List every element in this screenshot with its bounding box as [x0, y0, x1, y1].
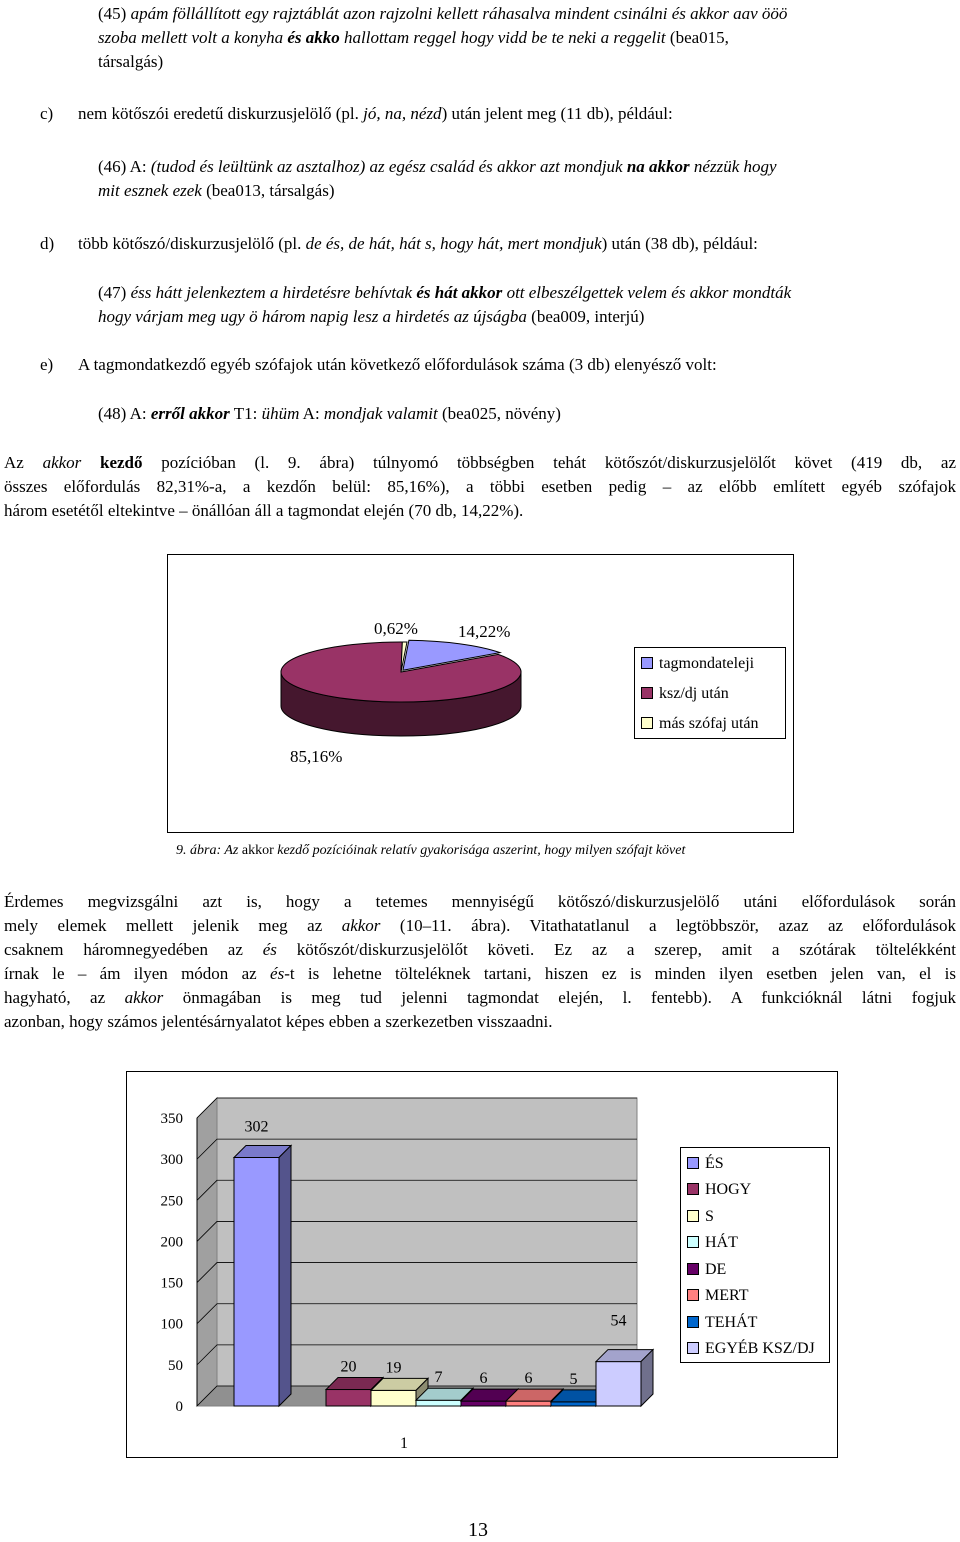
bar-data-label: 19 — [385, 1359, 402, 1377]
bar-data-label: 20 — [340, 1358, 357, 1376]
bar-data-label: 5 — [569, 1370, 578, 1388]
pie-data-label: 85,16% — [290, 747, 343, 766]
pie-legend-swatch — [641, 657, 653, 669]
item-c-label: c) — [40, 104, 54, 123]
bar-legend-item: EGYÉB KSZ/DJ — [687, 1339, 815, 1359]
bar — [506, 1401, 551, 1406]
bar-x-tick-label: 1 — [400, 1435, 408, 1452]
bar — [234, 1157, 279, 1406]
para2-line4: írnak le – ám ilyen módon az és-t is lehetne tölteléknek tartani, hiszen ez is minden ilyen esetben jelen van, el is — [4, 964, 957, 983]
bar-legend-swatch — [687, 1210, 699, 1222]
bar-y-tick-label: 50 — [168, 1357, 183, 1374]
para2-line5: hagyható, az akkor önmagában is meg tud jelenni tagmondat elején, l. fentebb). A funkcióknál látni fogjuk — [4, 988, 956, 1007]
bar-legend-swatch — [687, 1157, 699, 1169]
bar-data-label: 7 — [434, 1369, 443, 1387]
bar-y-tick-label: 250 — [160, 1193, 183, 1210]
bar-y-tick-label: 300 — [160, 1152, 183, 1169]
bar-legend-swatch — [687, 1263, 699, 1275]
pie-caption: 9. ábra: Az akkor kezdő pozícióinak relatív gyakorisága aszerint, hogy milyen szófajt követ — [176, 843, 686, 858]
ex47-line2: hogy várjam meg ugy ö három napig lesz a hirdetés az újságba (bea009, interjú) — [98, 307, 645, 326]
bar-data-label: 6 — [479, 1370, 488, 1388]
bar — [416, 1400, 461, 1406]
bar-legend-swatch — [687, 1183, 699, 1195]
pie-data-label: 0,62% — [374, 619, 418, 638]
bar-legend-swatch — [687, 1342, 699, 1354]
pie-chart-frame — [167, 554, 794, 833]
bar — [551, 1402, 596, 1406]
pie-legend-swatch — [641, 717, 653, 729]
ex48-line: (48) A: erről akkor T1: ühüm A: mondjak valamit (bea025, növény) — [98, 404, 561, 423]
para2-line2: mely elemek mellett jelenik meg az akkor (10–11. ábra). Vitathatatlanul a legtöbbször, azaz az előfordulások — [4, 916, 956, 935]
ex45-line3: társalgás) — [98, 52, 164, 71]
bar-y-tick-label: 0 — [175, 1399, 183, 1415]
bar-data-label: 302 — [244, 1118, 269, 1136]
bar-data-label: 54 — [610, 1312, 627, 1330]
bar-y-tick-label: 150 — [160, 1275, 183, 1292]
bar-data-label: 6 — [524, 1370, 533, 1388]
bar-legend-swatch — [687, 1316, 699, 1328]
bar-legend — [680, 1147, 830, 1363]
bar-y-tick-label: 350 — [160, 1111, 183, 1127]
bar-side-wall — [197, 1098, 217, 1406]
bar-legend-item: MERT — [687, 1286, 748, 1306]
item-e-label: e) — [40, 355, 54, 374]
para2-line1: Érdemes megvizsgálni azt is, hogy a tetemes mennyiségű kötőszó/diskurzusjelölő utáni előfordulások során — [4, 892, 956, 911]
para1-line3: három esetétől eltekintve – önállóan áll a tagmondat elején (70 db, 14,22%). — [4, 501, 524, 520]
item-c-text: nem kötőszói eredetű diskurzusjelölő (pl. jó, na, nézd) után jelent meg (11 db), például: — [78, 104, 673, 123]
pie-legend — [634, 647, 786, 739]
pie-legend-item: más szófaj után — [641, 714, 759, 734]
bar-legend-item: DE — [687, 1260, 726, 1280]
item-e-text: A tagmondatkezdő egyéb szófajok után következő előfordulások száma (3 db) elenyésző volt: — [78, 355, 717, 374]
bar-legend-item: HOGY — [687, 1180, 751, 1200]
bar-legend-item: S — [687, 1207, 714, 1227]
bar-legend-item: TEHÁT — [687, 1313, 757, 1333]
ex45-line1: (45) apám föllállított egy rajztáblát azon rajzolni kellett ráhasalva mindent csinálni és akkor aav ööö — [98, 4, 788, 23]
ex47-line1: (47) éss hátt jelenkeztem a hirdetésre behívtak és hát akkor ott elbeszélgettek velem és akkor mondták — [98, 283, 792, 302]
bar-y-tick-label: 100 — [160, 1316, 183, 1333]
page-number: 13 — [468, 1519, 488, 1541]
item-d-label: d) — [40, 234, 55, 253]
pie-legend-swatch — [641, 687, 653, 699]
para1-line2: összes előfordulás 82,31%-a, a kezdőn belül: 85,16%), a többi esetben pedig – az előbb említett egyéb szófajok — [4, 477, 956, 496]
bar-legend-swatch — [687, 1289, 699, 1301]
bar-legend-swatch — [687, 1236, 699, 1248]
bar-legend-item: ÉS — [687, 1154, 724, 1174]
pie-legend-item: tagmondateleji — [641, 654, 754, 674]
bar-chart-frame — [126, 1071, 838, 1458]
pie-data-label: 14,22% — [458, 622, 511, 641]
bar-legend-item: HÁT — [687, 1233, 738, 1253]
ex46-line1: (46) A: (tudod és leültünk az asztalhoz) az egész család és akkor azt mondjuk na akkor nézzük hogy — [98, 157, 777, 176]
ex45-line2: szoba mellett volt a konyha és akko hallottam reggel hogy vidd be te neki a reggelit (bea015, — [98, 28, 729, 47]
para2-line6: azonban, hogy számos jelentésárnyalatot képes ebben a szerkezetben visszaadni. — [4, 1012, 553, 1031]
bar — [326, 1390, 371, 1406]
bar — [461, 1401, 506, 1406]
para1-line1: Az akkor kezdő pozícióban (l. 9. ábra) túlnyomó többségben tehát kötőszót/diskurzusjelölőt követ (419 db, az — [4, 453, 957, 472]
bar — [371, 1390, 416, 1406]
para2-line3: csaknem háromnegyedében az és kötőszót/diskurzusjelölőt követi. Ez az a szerep, amit a szótárak töltelékként — [4, 940, 956, 959]
bar-side — [279, 1145, 291, 1406]
bar-y-tick-label: 200 — [160, 1234, 183, 1251]
item-d-text: több kötőszó/diskurzusjelölő (pl. de és, de hát, hát s, hogy hát, mert mondjuk) után (38 db), például: — [78, 234, 758, 253]
bar — [596, 1362, 641, 1406]
ex46-line2: mit esznek ezek (bea013, társalgás) — [98, 181, 335, 200]
pie-legend-item: ksz/dj után — [641, 684, 729, 704]
